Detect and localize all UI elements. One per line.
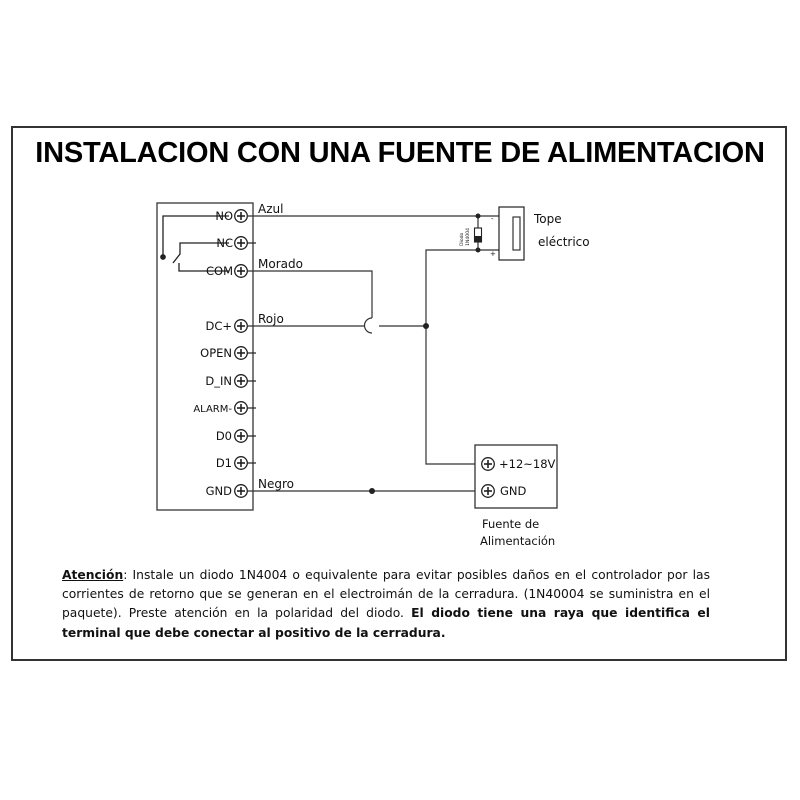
terminal-com-label: COM <box>205 264 233 278</box>
wire-morado <box>247 271 372 318</box>
diode-label-1: Diodo <box>460 232 465 246</box>
diode-label-2: 1N4004 <box>466 227 471 246</box>
junction-dot <box>369 488 375 494</box>
terminal-alarm-label: ALARM- <box>193 404 232 415</box>
wire-label-rojo: Rojo <box>258 312 284 326</box>
wire-rojo-to-psu <box>426 326 488 464</box>
diode-band-icon <box>475 236 482 242</box>
note-bold-text: El diodo tiene una raya que identifica el terminal que debe conectar al positivo de la cerradura. <box>62 606 710 640</box>
psu-gnd-label: GND <box>500 484 527 498</box>
terminal-open-label: OPEN <box>200 346 232 360</box>
wire-crossover <box>365 318 372 333</box>
terminal-d-in-label: D_IN <box>205 374 232 388</box>
note-separator: : <box>123 568 128 582</box>
terminal-dc-plus-label: DC+ <box>205 319 232 333</box>
psu-label-line1: Fuente de <box>482 517 540 531</box>
note-label: Atención <box>62 568 124 582</box>
psu-label-line2: Alimentación <box>480 534 556 548</box>
terminal-d1-label: D1 <box>215 456 232 470</box>
terminal-com-screw-icon <box>235 265 248 278</box>
terminal-dc-plus-screw-icon <box>235 320 248 333</box>
junction-dot <box>476 214 481 219</box>
terminal-no-label: NO <box>215 209 233 223</box>
lock-minus-sign: - <box>491 215 494 223</box>
terminal-alarm-screw-icon <box>235 402 248 415</box>
wire-label-azul: Azul <box>258 202 284 216</box>
attention-note <box>62 566 710 643</box>
terminal-nc-label: NC <box>216 236 233 250</box>
terminal-d0-label: D0 <box>215 429 232 443</box>
psu-gnd-screw-icon <box>482 485 495 498</box>
junction-dot <box>476 248 481 253</box>
terminal-d-in-screw-icon <box>235 375 248 388</box>
terminal-gnd-label: GND <box>205 484 232 498</box>
psu-positive-screw-icon <box>482 458 495 471</box>
junction-dot <box>423 323 429 329</box>
page-title: INSTALACION CON UNA FUENTE DE ALIMENTACION <box>35 137 765 169</box>
wire-label-negro: Negro <box>258 477 294 491</box>
lock-plus-sign: + <box>490 250 496 258</box>
note-text: Instale un diodo 1N4004 o equivalente para evitar posibles daños en el controlador por las corrientes de retorno que se generan en el electroimán de la cerradura. (1N40004 se suministra en el paquete). Preste atención en la polaridad del diodo. <box>62 568 710 621</box>
terminal-d0-screw-icon <box>235 430 248 443</box>
terminal-gnd-screw-icon <box>235 485 248 498</box>
psu-positive-label: +12~18V <box>499 457 556 471</box>
wire-rojo-to-lock <box>426 250 499 326</box>
terminal-open-screw-icon <box>235 347 248 360</box>
lock-label-line1: Tope <box>534 212 562 226</box>
terminal-nc-screw-icon <box>235 237 248 250</box>
lock-label-line2: eléctrico <box>538 235 590 249</box>
terminal-d1-screw-icon <box>235 457 248 470</box>
wire-label-morado: Morado <box>258 257 303 271</box>
power-supply-box <box>475 445 557 508</box>
terminal-no-screw-icon <box>235 210 248 223</box>
